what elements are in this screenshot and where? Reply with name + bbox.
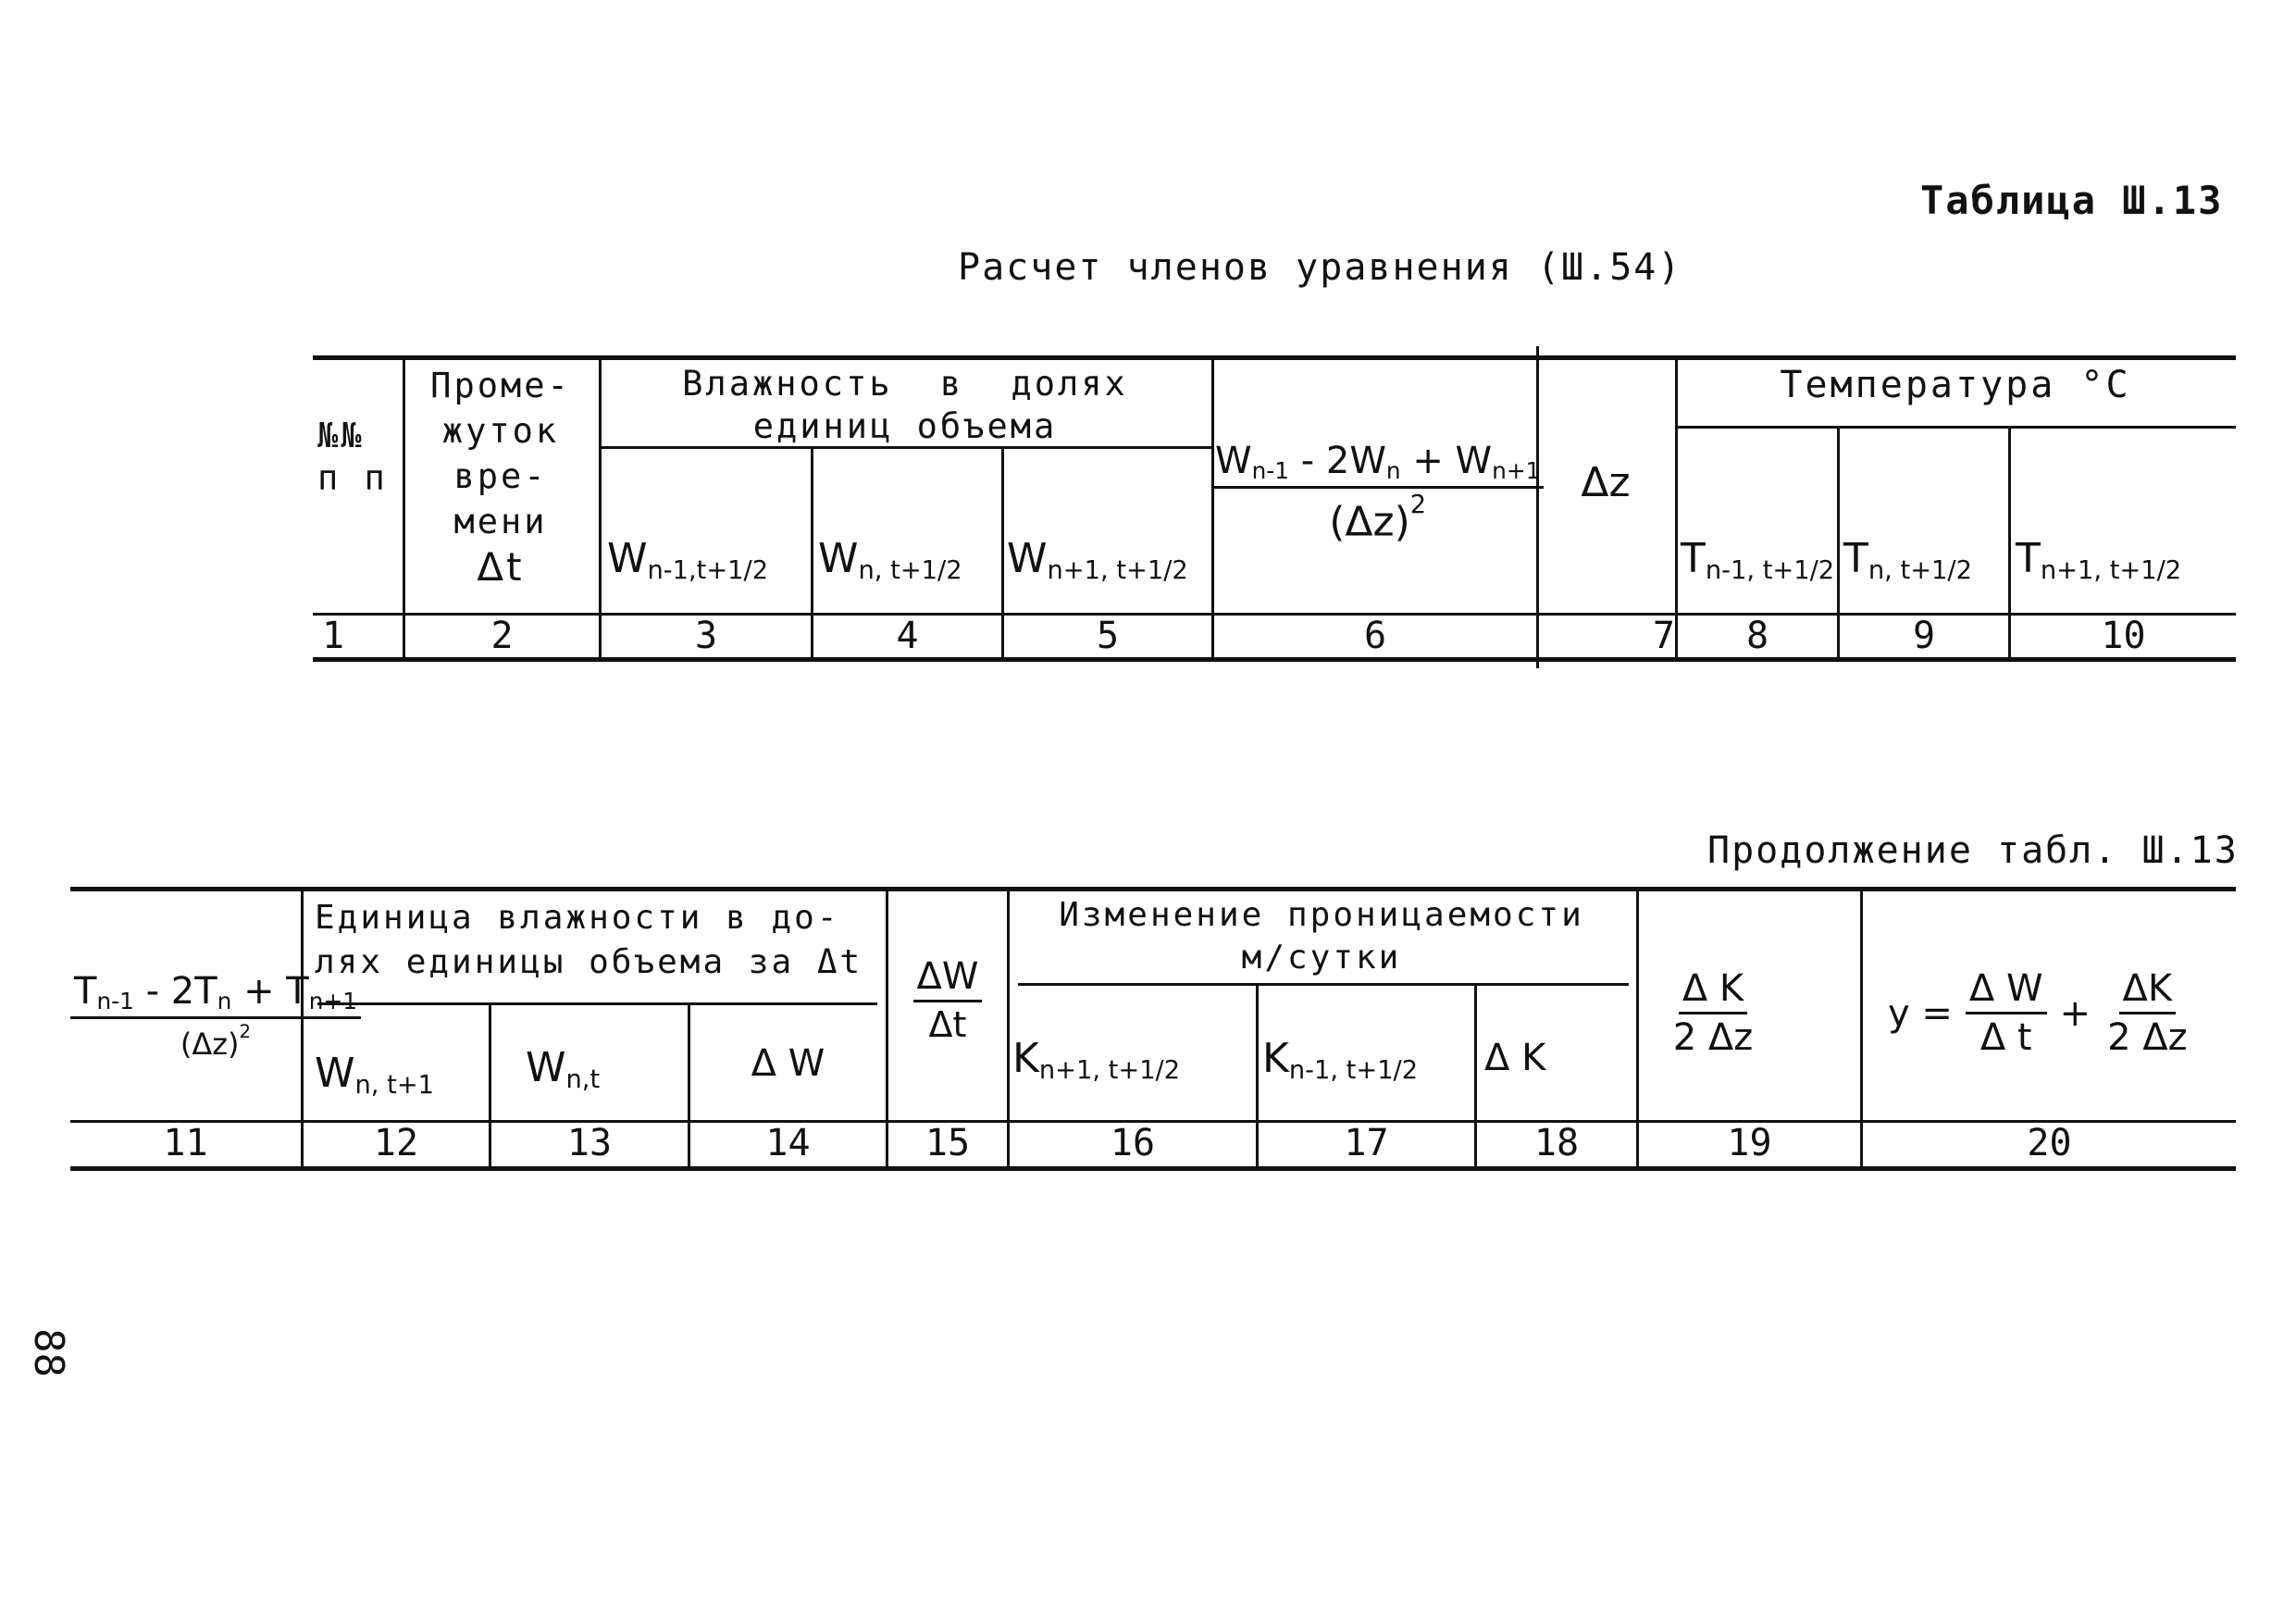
- column-number: 14: [765, 1122, 811, 1164]
- subscript: n+1, t+1/2: [2040, 555, 2182, 585]
- header-text: лях единицы объема за Δt: [315, 943, 863, 981]
- header-dw-dt: [888, 955, 1007, 1045]
- column-number: 16: [1110, 1122, 1156, 1164]
- column-number: 15: [925, 1122, 971, 1164]
- column-number: 13: [566, 1122, 613, 1164]
- header-t-n: [1843, 535, 1972, 585]
- rule: [1018, 983, 1629, 986]
- header-moisture-group: [599, 363, 1211, 448]
- header-text: Изменение проницаемости: [1059, 896, 1584, 934]
- subscript: n,t: [565, 1064, 601, 1094]
- symbol: +: [2059, 991, 2091, 1035]
- table-caption: Расчет членов уравнения (Ш.54): [958, 246, 1682, 289]
- header-delta-w: Δ W: [751, 1042, 825, 1085]
- symbol: K: [1262, 1035, 1289, 1082]
- header-delta-k: Δ K: [1484, 1037, 1546, 1079]
- header-t-n-minus-1: [1681, 535, 1834, 585]
- denominator: Δ t: [1980, 1016, 2032, 1059]
- header-w-n-minus-1: [607, 535, 768, 585]
- header-permeability-group: [1007, 894, 1636, 979]
- header-y-formula: [1888, 967, 2191, 1059]
- column-number: 8: [1745, 615, 1769, 657]
- column-number: 5: [1096, 615, 1120, 657]
- header-t-second-difference: [70, 970, 358, 1063]
- column-number: 1: [322, 615, 345, 657]
- header-text: п п: [317, 458, 388, 498]
- header-text: м/сутки: [1241, 939, 1402, 977]
- denominator: 2 Δz: [1672, 1016, 1754, 1059]
- subscript: n+1, t+1/2: [1047, 555, 1188, 585]
- subscript: n-1, t+1/2: [1288, 1055, 1419, 1085]
- header-k-n-minus-1: [1262, 1035, 1418, 1085]
- subscript: n+1: [1492, 457, 1541, 485]
- table-label: Таблица Ш.13: [1920, 178, 2224, 223]
- symbol: T: [2016, 535, 2041, 582]
- subscript: n+1, t+1/2: [1038, 1055, 1181, 1085]
- header-w-second-difference: [1211, 440, 1541, 546]
- header-text: жуток: [441, 411, 560, 451]
- superscript: 2: [239, 1021, 252, 1043]
- symbol: T: [1843, 535, 1868, 582]
- symbol: - 2T: [133, 970, 217, 1013]
- header-delta-z: Δz: [1581, 459, 1631, 506]
- header-t-n-plus-1: [2016, 535, 2181, 585]
- header-w-n-t-plus-1: [315, 1050, 434, 1100]
- page-number: 88: [24, 1328, 72, 1377]
- subscript: n, t+1/2: [858, 555, 962, 585]
- numerator: Δ K: [1679, 967, 1747, 1014]
- header-text: единиц объема: [752, 406, 1058, 446]
- symbol: + T: [231, 970, 309, 1013]
- header-w-n-plus-1: [1007, 535, 1188, 585]
- subscript: n-1,t+1/2: [647, 555, 769, 585]
- denominator: Δt: [928, 1004, 967, 1045]
- rule: [70, 1166, 2236, 1171]
- column-number: 4: [896, 615, 919, 657]
- continuation-label: Продолжение табл. Ш.13: [1707, 829, 2239, 872]
- symbol: + W: [1400, 440, 1493, 482]
- column-number: 2: [490, 615, 514, 657]
- subscript: n: [1385, 457, 1401, 485]
- superscript: 2: [1409, 491, 1427, 520]
- rule: [70, 887, 2236, 891]
- symbol: W: [1007, 535, 1048, 582]
- symbol: y =: [1888, 991, 1953, 1035]
- subscript: n, t+1/2: [1868, 555, 1972, 585]
- symbol: (Δz): [180, 1027, 240, 1063]
- symbol: W: [1215, 440, 1252, 482]
- denominator: 2 Δz: [2107, 1016, 2188, 1059]
- subscript: n, t+1: [354, 1070, 435, 1100]
- column-number: 7: [1652, 615, 1675, 657]
- symbol: W: [526, 1044, 566, 1091]
- symbol: T: [1681, 535, 1706, 582]
- column-number: 11: [163, 1122, 208, 1164]
- header-text: Влажность в долях: [682, 364, 1128, 404]
- column-number: 19: [1727, 1122, 1772, 1164]
- numerator: ΔW: [913, 955, 983, 1002]
- column-number: 6: [1363, 615, 1387, 657]
- header-w-n: [818, 535, 962, 585]
- subscript: n-1: [96, 988, 134, 1015]
- symbol: - 2W: [1289, 440, 1386, 482]
- column-number: 3: [694, 615, 718, 657]
- symbol: T: [74, 970, 97, 1013]
- subscript: n-1, t+1/2: [1705, 555, 1835, 585]
- numerator: Δ W: [1966, 967, 2047, 1014]
- column-number: 20: [2027, 1122, 2072, 1164]
- column-number: 12: [373, 1122, 419, 1164]
- subscript: n-1: [1251, 457, 1290, 485]
- rule: [317, 1002, 877, 1005]
- column-number: 18: [1533, 1122, 1580, 1164]
- header-text: Δt: [477, 544, 525, 590]
- header-row-number: [317, 415, 388, 500]
- header-text: Проме-: [430, 366, 571, 405]
- subscript: n+1: [308, 988, 358, 1015]
- column-number: 9: [1912, 615, 1936, 657]
- header-text: Единица влажности в до-: [315, 899, 840, 937]
- header-text: мени: [453, 502, 548, 541]
- symbol: W: [607, 535, 648, 582]
- header-temperature-group: Температура °С: [1780, 364, 2131, 406]
- column-number: 17: [1344, 1122, 1389, 1164]
- numerator: ΔK: [2119, 967, 2177, 1014]
- header-text: №№: [317, 416, 365, 455]
- header-moisture-unit-group: [315, 896, 863, 985]
- rule: [1675, 426, 2236, 429]
- symbol: K: [1012, 1035, 1039, 1082]
- subscript: n: [217, 988, 232, 1015]
- symbol: (Δz): [1329, 498, 1410, 546]
- header-k-n-plus-1: [1012, 1035, 1180, 1085]
- header-w-n-t: [526, 1044, 600, 1094]
- header-dk-2dz: [1639, 967, 1787, 1059]
- header-time-interval: [413, 363, 589, 590]
- column-number: 10: [2101, 615, 2146, 657]
- header-text: вре-: [453, 456, 548, 496]
- symbol: W: [818, 535, 859, 582]
- symbol: W: [315, 1050, 355, 1097]
